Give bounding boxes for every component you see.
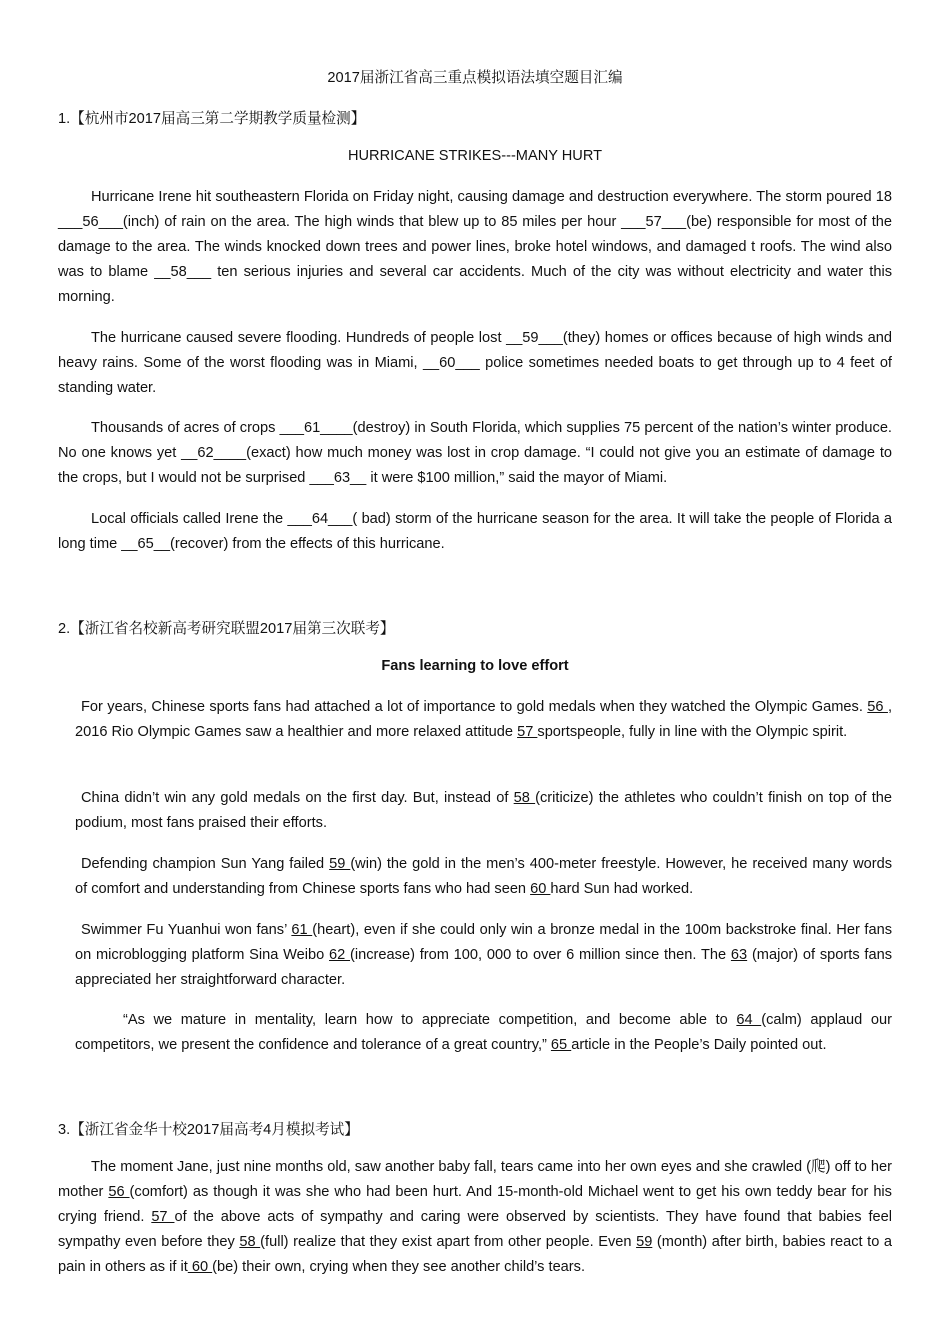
blank-57: 57 — [517, 724, 538, 740]
text: (comfort) as though it was she who had been hurt. And 15-month-old Michael went to get his own teddy bear for his crying friend. — [58, 1184, 892, 1225]
blank-58: 58 — [239, 1234, 261, 1250]
blank-59: 59 — [329, 856, 351, 872]
section-1-paragraph-3: Thousands of acres of crops ___61____(destroy) in South Florida, which supplies 75 percent of the nation’s winter produce. No one knows yet __62____(exact) how much money was lost in crop damage. “I could not give you an estimate of damage to the crops, but I would not be surprised ___63__ it were $100 million,” said the mayor of Miami. — [58, 420, 892, 486]
text: “As we mature in mentality, learn how to appreciate competition, and become able to — [123, 1012, 737, 1028]
document-title: 2017届浙江省高三重点模拟语法填空题目汇编 — [327, 70, 623, 86]
text: The moment Jane, just nine months old, saw another baby fall, tears came into her own eyes and she crawled (爬) off to her mother — [58, 1159, 892, 1200]
blank-65: 65 — [550, 1037, 572, 1053]
section-2-heading: 2.【浙江省名校新高考研究联盟2017届第三次联考】 — [58, 621, 395, 637]
text: (increase) from 100, 000 to over 6 million since then. The — [350, 947, 731, 963]
blank-56: 56 — [108, 1184, 130, 1200]
blank-60: 60 — [187, 1259, 213, 1275]
section-3-heading: 3.【浙江省金华十校2017届高考4月模拟考试】 — [58, 1122, 359, 1138]
text: , 2016 Rio Olympic Games saw a healthier and more relaxed attitude — [75, 699, 892, 740]
blank-63: 63 — [730, 947, 748, 963]
text: (full) realize that they exist apart from other people. Even — [260, 1234, 637, 1250]
section-2-paragraph-3 — [75, 852, 892, 902]
section-2-paragraph-1 — [75, 695, 892, 745]
section-1-subtitle: HURRICANE STRIKES---MANY HURT — [347, 148, 603, 164]
section-1-paragraph-4: Local officials called Irene the ___64___( bad) storm of the hurricane season for the area. It will take the people of Florida a long time __65__(recover) from the effects of this hurricane. — [58, 511, 892, 552]
text: sportspeople, fully in line with the Olympic spirit. — [537, 724, 848, 740]
blank-62: 62 — [329, 947, 351, 963]
section-2-paragraph-4 — [75, 918, 892, 993]
blank-60: 60 — [530, 881, 551, 897]
text: (criticize) the athletes who couldn’t finish on top of the podium, most fans praised their efforts. — [75, 790, 892, 831]
text: (win) the gold in the men’s 400-meter freestyle. However, he received many words of comfort and understanding from Chinese sports fans who had seen — [75, 856, 892, 897]
text: (major) of sports fans appreciated her straightforward character. — [75, 947, 892, 988]
blank-57: 57 — [151, 1209, 175, 1225]
section-2-subtitle: Fans learning to love effort — [381, 658, 569, 674]
text: hard Sun had worked. — [550, 881, 694, 897]
blank-56: 56 — [867, 699, 888, 715]
section-1-paragraph-1: Hurricane Irene hit southeastern Florida on Friday night, causing damage and destruction everywhere. The storm poured 18 ___56___(inch) of rain on the area. The high winds that blew up to 85 miles per hour ___57___(be) responsible for most of the damage to the area. The winds knocked down trees and power lines, broke hotel windows, and damaged t roofs. The wind also was to blame __58___ ten serious injuries and several car accidents. Much of the city was without electricity and water this morning. — [58, 189, 892, 305]
text: Defending champion Sun Yang failed — [81, 856, 330, 872]
blank-61: 61 — [291, 922, 313, 938]
blank-59: 59 — [636, 1234, 653, 1250]
text: China didn’t win any gold medals on the first day. But, instead of — [81, 790, 514, 806]
blank-58: 58 — [513, 790, 536, 806]
blank-64: 64 — [736, 1012, 762, 1028]
text: (month) after birth, babies react to a pain in others as if it — [58, 1234, 892, 1275]
text: For years, Chinese sports fans had attached a lot of importance to gold medals when they watched the Olympic Games. — [81, 699, 868, 715]
section-1-heading: 1.【杭州市2017届高三第二学期教学质量检测】 — [58, 111, 366, 127]
text: of the above acts of sympathy and caring were observed by scientists. They have found that babies feel sympathy even before they — [58, 1209, 892, 1250]
text: article in the People’s Daily pointed out. — [571, 1037, 827, 1053]
text: (be) their own, crying when they see another child’s tears. — [212, 1259, 586, 1275]
text: (heart), even if she could only win a bronze medal in the 100m backstroke final. Her fans on microblogging platform Sina Weibo — [75, 922, 892, 963]
text: Swimmer Fu Yuanhui won fans’ — [81, 922, 292, 938]
text: (calm) applaud our competitors, we present the confidence and tolerance of a great country,” — [75, 1012, 892, 1053]
section-2-paragraph-5 — [75, 1008, 892, 1058]
section-1-paragraph-2: The hurricane caused severe flooding. Hundreds of people lost __59___(they) homes or offices because of high winds and heavy rains. Some of the worst flooding was in Miami, __60___ police sometimes needed boats to get through up to 4 feet of standing water. — [58, 330, 892, 396]
section-3-paragraph-1 — [58, 1155, 892, 1280]
section-2-paragraph-2 — [75, 786, 892, 836]
